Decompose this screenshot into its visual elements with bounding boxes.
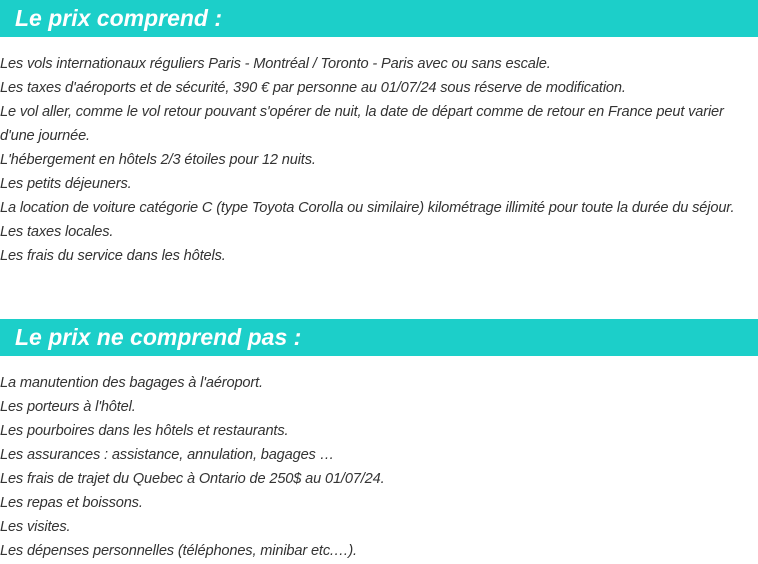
excluded-items-list [0,371,758,563]
list-item: Les taxes d'aéroports et de sécurité, 390 € par personne au 01/07/24 sous réserve de modification. [0,80,626,96]
list-item: Le vol aller, comme le vol retour pouvant s'opérer de nuit, la date de départ comme de retour en France peut varier d'une journée. [0,104,724,144]
list-item: La manutention des bagages à l'aéroport. [0,375,263,391]
list-item: Les visites. [0,519,71,535]
included-section-heading: Le prix comprend : [0,0,758,37]
list-item: Les petits déjeuners. [0,176,132,192]
list-item: Les repas et boissons. [0,495,143,511]
list-item: Les assurances : assistance, annulation, bagages … [0,447,335,463]
list-item: Les frais du service dans les hôtels. [0,248,226,264]
list-item: Les pourboires dans les hôtels et restaurants. [0,423,289,439]
list-item: Les porteurs à l'hôtel. [0,399,136,415]
list-item: Les vols internationaux réguliers Paris - Montréal / Toronto - Paris avec ou sans escale. [0,56,551,72]
list-item: Les frais de trajet du Quebec à Ontario de 250$ au 01/07/24. [0,471,385,487]
list-item: L'hébergement en hôtels 2/3 étoiles pour 12 nuits. [0,152,316,168]
list-item: Les dépenses personnelles (téléphones, minibar etc.…). [0,543,357,559]
list-item: Les taxes locales. [0,224,114,240]
list-item: La location de voiture catégorie C (type Toyota Corolla ou similaire) kilométrage illimité pour toute la durée du séjour. [0,200,735,216]
included-items-list [0,52,758,268]
excluded-section-heading: Le prix ne comprend pas : [0,319,758,356]
